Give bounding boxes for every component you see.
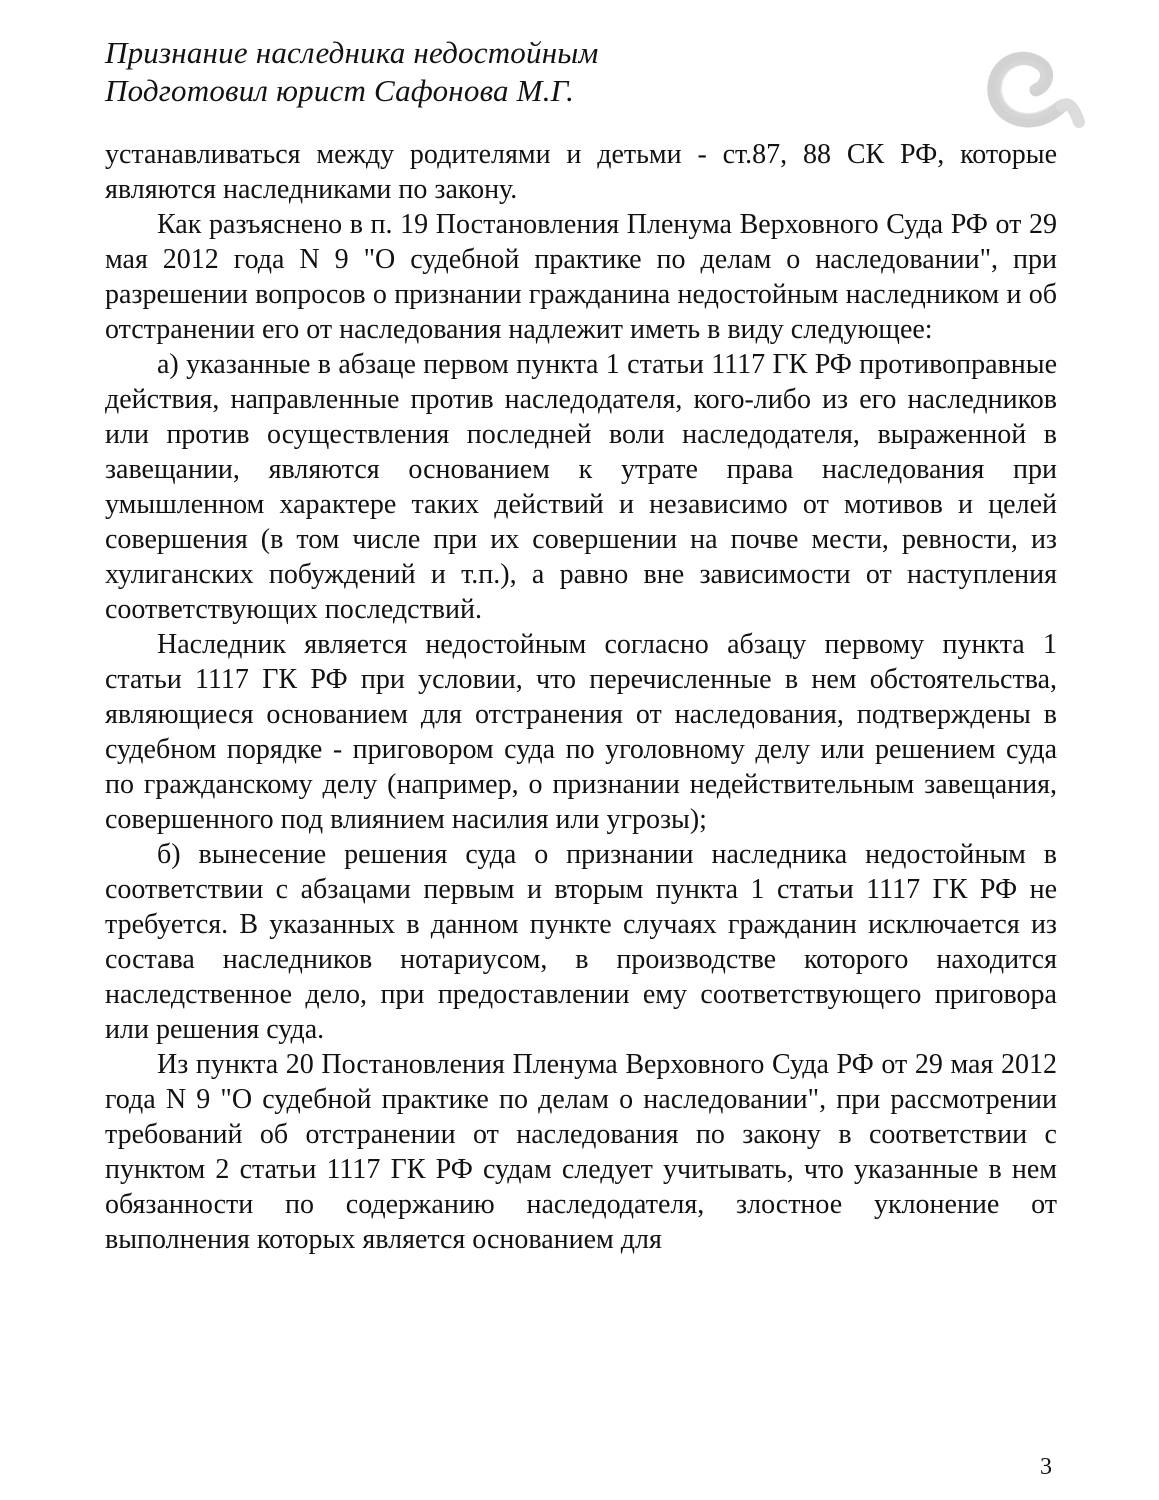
body-paragraph: Из пункта 20 Постановления Пленума Верховного Суда РФ от 29 мая 2012 года N 9 "О судебной практике по делам о наследовании", при рассмотрении требований об отстранении от наследования по закону в соответствии с пунктом 2 статьи 1117 ГК РФ судам следует учитывать, что указанные в нем обязанности по содержанию наследодателя, злостное уклонение от выполнения которых является основанием для [105,1049,1057,1255]
body-paragraph-continuation: устанавливаться между родителями и детьми - ст.87, 88 СК РФ, которые являются наследниками по закону. [105,139,1057,205]
body-paragraph-item-a: а) указанные в абзаце первом пункта 1 статьи 1117 ГК РФ противоправные действия, направленные против наследодателя, кого-либо из его наследников или против осуществления последней воли наследодателя, выраженной в завещании, являются основанием к утрате права наследования при умышленном характере таких действий и независимо от мотивов и целей совершения (в том числе при их совершении на почве мести, ревности, из хулиганских побуждений и т.п.), а равно вне зависимости от наступления соответствующих последствий. [105,349,1057,625]
body-paragraph: Наследник является недостойным согласно абзацу первому пункта 1 статьи 1117 ГК РФ при условии, что перечисленные в нем обстоятельства, являющиеся основанием для отстранения от наследования, подтверждены в судебном порядке - приговором суда по уголовному делу или решением суда по гражданскому делу (например, о признании недействительным завещания, совершенного под влиянием насилия или угрозы); [105,629,1057,835]
document-title: Признание наследника недостойным [105,35,599,70]
e-watermark-icon [978,38,1096,145]
page-number: 3 [1040,1454,1052,1480]
body-paragraph: Как разъяснено в п. 19 Постановления Пленума Верховного Суда РФ от 29 мая 2012 года N 9 "О судебной практике по делам о наследовании", при разрешении вопросов о признании гражданина недостойным наследником и об отстранении его от наследования надлежит иметь в виду следующее: [105,209,1057,345]
document-author: Подготовил юрист Сафонова М.Г. [105,73,575,108]
body-paragraph-item-b: б) вынесение решения суда о признании наследника недостойным в соответствии с абзацами первым и вторым пункта 1 статьи 1117 ГК РФ не требуется. В указанных в данном пункте случаях гражданин исключается из состава наследников нотариусом, в производстве которого находится наследственное дело, при предоставлении ему соответствующего приговора или решения суда. [105,839,1057,1045]
document-body [105,137,1057,1257]
document-header [105,34,598,110]
